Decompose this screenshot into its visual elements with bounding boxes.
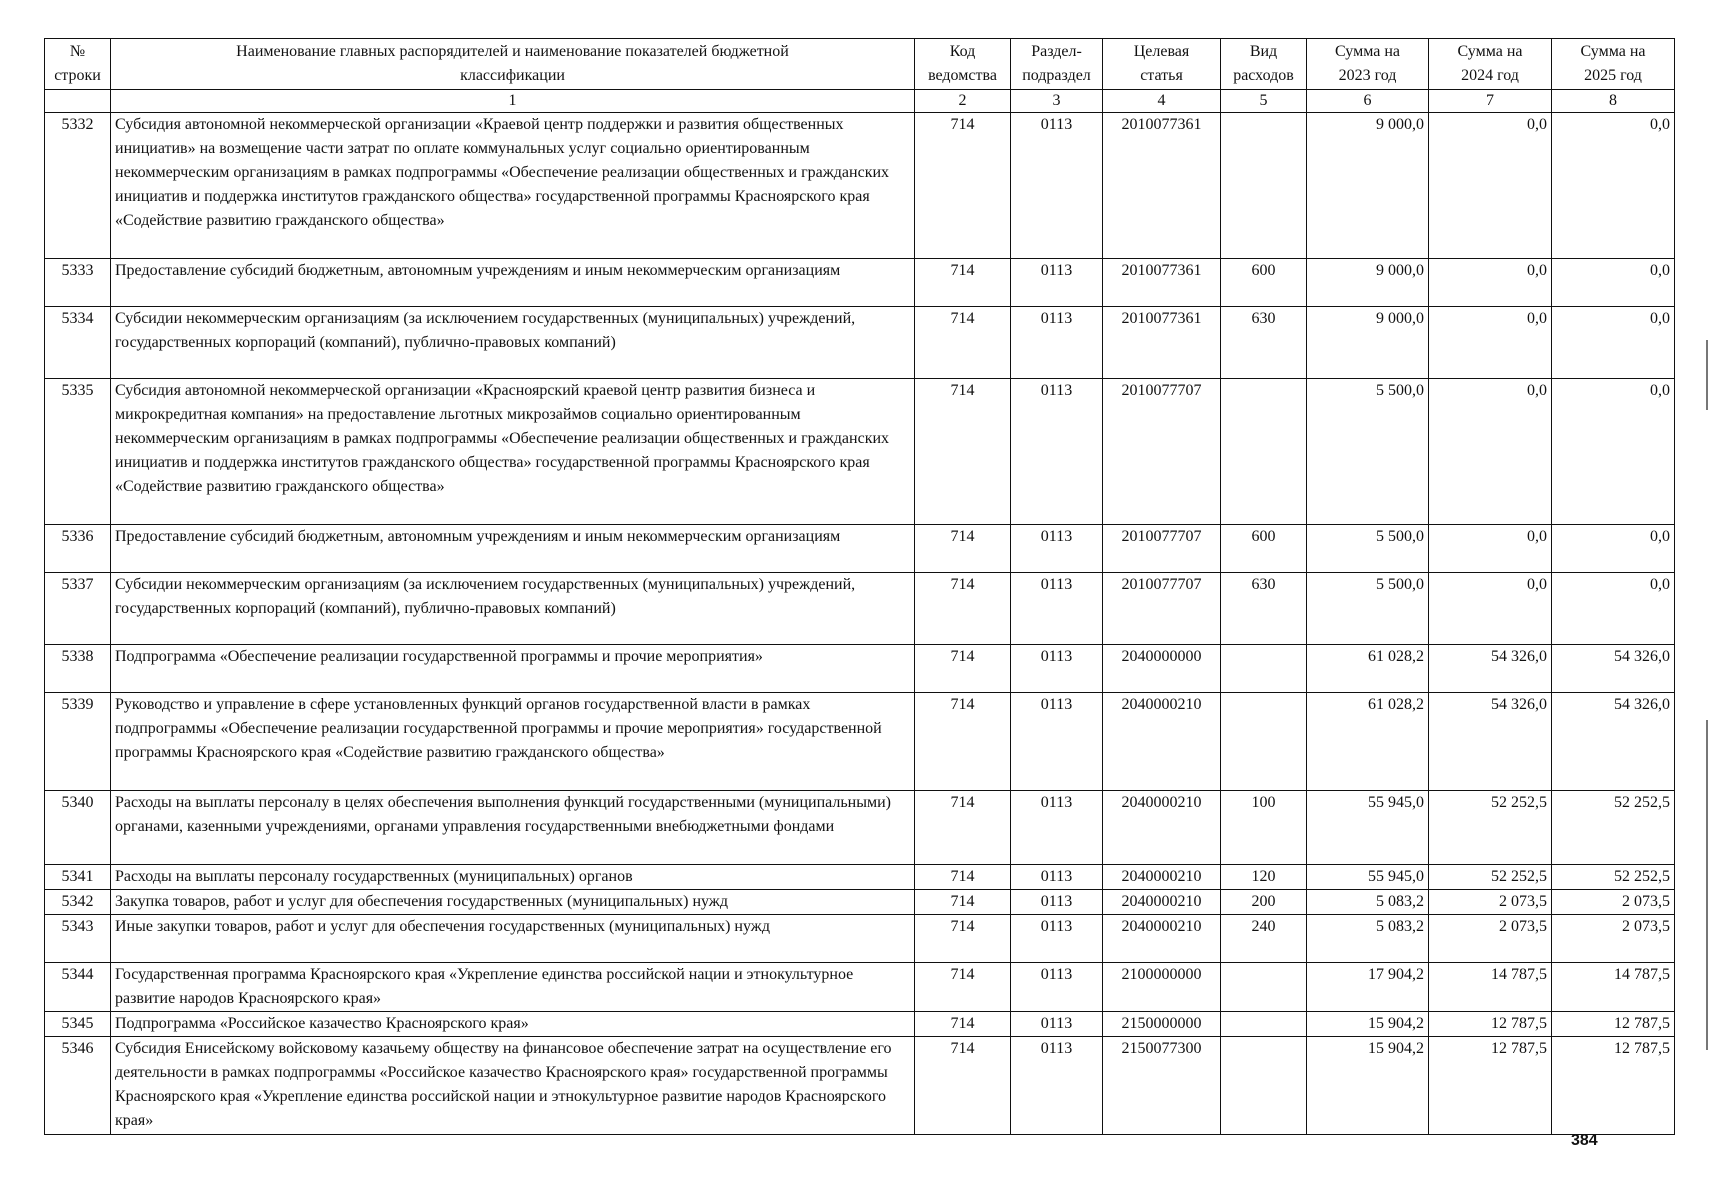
target-article: 2010077707 — [1103, 379, 1221, 525]
target-article: 2040000210 — [1103, 693, 1221, 791]
target-article: 2010077361 — [1103, 113, 1221, 259]
column-number-row — [45, 90, 1675, 113]
target-article: 2040000210 — [1103, 890, 1221, 915]
section-code: 0113 — [1011, 379, 1103, 525]
row-number: 5342 — [45, 890, 111, 915]
row-name: Иные закупки товаров, работ и услуг для обеспечения государственных (муниципальных) нужд — [111, 915, 915, 963]
row-number: 5332 — [45, 113, 111, 259]
sum-2024: 0,0 — [1429, 113, 1552, 259]
row-number: 5336 — [45, 525, 111, 573]
column-number-cell: 8 — [1552, 90, 1675, 113]
table-row — [45, 379, 1675, 525]
sum-2023: 5 500,0 — [1307, 573, 1429, 645]
table-row — [45, 1012, 1675, 1037]
sum-2024: 12 787,5 — [1429, 1037, 1552, 1135]
sum-2023: 17 904,2 — [1307, 963, 1429, 1012]
target-article: 2040000210 — [1103, 915, 1221, 963]
sum-2024: 2 073,5 — [1429, 890, 1552, 915]
expense-type: 240 — [1221, 915, 1307, 963]
table-row — [45, 693, 1675, 791]
target-article: 2150077300 — [1103, 1037, 1221, 1135]
sum-2025: 0,0 — [1552, 379, 1675, 525]
section-code: 0113 — [1011, 865, 1103, 890]
row-number: 5346 — [45, 1037, 111, 1135]
column-number-cell: 3 — [1011, 90, 1103, 113]
table-row — [45, 791, 1675, 865]
sum-2025: 12 787,5 — [1552, 1012, 1675, 1037]
sum-2023: 55 945,0 — [1307, 865, 1429, 890]
row-number: 5339 — [45, 693, 111, 791]
dept-code: 714 — [915, 865, 1011, 890]
header-cell: Сумма на 2025 год — [1552, 39, 1675, 90]
expense-type: 100 — [1221, 791, 1307, 865]
sum-2025: 0,0 — [1552, 525, 1675, 573]
sum-2025: 0,0 — [1552, 113, 1675, 259]
table-row — [45, 259, 1675, 307]
row-number: 5344 — [45, 963, 111, 1012]
sum-2023: 15 904,2 — [1307, 1037, 1429, 1135]
section-code: 0113 — [1011, 259, 1103, 307]
target-article: 2150000000 — [1103, 1012, 1221, 1037]
header-cell: № строки — [45, 39, 111, 90]
expense-type: 200 — [1221, 890, 1307, 915]
table-row — [45, 113, 1675, 259]
header-row — [45, 39, 1675, 90]
table-row — [45, 307, 1675, 379]
row-name: Субсидии некоммерческим организациям (за исключением государственных (муниципальных) учреждений, государственных корпораций (компаний), публично-правовых компаний) — [111, 573, 915, 645]
sum-2025: 0,0 — [1552, 259, 1675, 307]
sum-2023: 55 945,0 — [1307, 791, 1429, 865]
sum-2024: 54 326,0 — [1429, 645, 1552, 693]
dept-code: 714 — [915, 307, 1011, 379]
section-code: 0113 — [1011, 113, 1103, 259]
table-header — [45, 39, 1675, 113]
row-name: Предоставление субсидий бюджетным, автономным учреждениям и иным некоммерческим организациям — [111, 525, 915, 573]
column-number-cell: 7 — [1429, 90, 1552, 113]
expense-type — [1221, 113, 1307, 259]
sum-2023: 5 500,0 — [1307, 379, 1429, 525]
header-cell: Наименование главных распорядителей и наименование показателей бюджетной классификации — [111, 39, 915, 90]
sum-2025: 14 787,5 — [1552, 963, 1675, 1012]
target-article: 2010077707 — [1103, 573, 1221, 645]
expense-type: 630 — [1221, 307, 1307, 379]
row-name: Расходы на выплаты персоналу государственных (муниципальных) органов — [111, 865, 915, 890]
expense-type — [1221, 1037, 1307, 1135]
row-number: 5345 — [45, 1012, 111, 1037]
section-code: 0113 — [1011, 890, 1103, 915]
row-name: Подпрограмма «Обеспечение реализации государственной программы и прочие мероприятия» — [111, 645, 915, 693]
row-number: 5333 — [45, 259, 111, 307]
expense-type — [1221, 1012, 1307, 1037]
expense-type — [1221, 379, 1307, 525]
section-code: 0113 — [1011, 1037, 1103, 1135]
sum-2023: 9 000,0 — [1307, 259, 1429, 307]
table-row — [45, 525, 1675, 573]
column-number-cell: 2 — [915, 90, 1011, 113]
target-article: 2010077707 — [1103, 525, 1221, 573]
expense-type — [1221, 645, 1307, 693]
expense-type — [1221, 963, 1307, 1012]
row-number: 5334 — [45, 307, 111, 379]
target-article: 2100000000 — [1103, 963, 1221, 1012]
row-name: Предоставление субсидий бюджетным, автономным учреждениям и иным некоммерческим организациям — [111, 259, 915, 307]
budget-table — [44, 38, 1675, 1135]
row-name: Государственная программа Красноярского края «Укрепление единства российской нации и этнокультурное развитие народов Красноярского края» — [111, 963, 915, 1012]
target-article: 2040000000 — [1103, 645, 1221, 693]
dept-code: 714 — [915, 1037, 1011, 1135]
sum-2025: 2 073,5 — [1552, 890, 1675, 915]
dept-code: 714 — [915, 963, 1011, 1012]
page-number: 384 — [1571, 1132, 1598, 1149]
sum-2023: 61 028,2 — [1307, 645, 1429, 693]
row-number: 5340 — [45, 791, 111, 865]
table-row — [45, 1037, 1675, 1135]
header-cell: Сумма на 2023 год — [1307, 39, 1429, 90]
sum-2024: 0,0 — [1429, 573, 1552, 645]
expense-type: 120 — [1221, 865, 1307, 890]
expense-type: 600 — [1221, 525, 1307, 573]
table-row — [45, 963, 1675, 1012]
dept-code: 714 — [915, 259, 1011, 307]
table-body — [45, 113, 1675, 1135]
sum-2024: 0,0 — [1429, 379, 1552, 525]
table-row — [45, 865, 1675, 890]
sum-2023: 5 083,2 — [1307, 915, 1429, 963]
row-number: 5343 — [45, 915, 111, 963]
scan-edge-mark — [1706, 340, 1708, 410]
sum-2024: 0,0 — [1429, 307, 1552, 379]
sum-2025: 0,0 — [1552, 307, 1675, 379]
sum-2024: 14 787,5 — [1429, 963, 1552, 1012]
sum-2025: 54 326,0 — [1552, 645, 1675, 693]
row-name: Субсидии некоммерческим организациям (за исключением государственных (муниципальных) учреждений, государственных корпораций (компаний), публично-правовых компаний) — [111, 307, 915, 379]
row-name: Расходы на выплаты персоналу в целях обеспечения выполнения функций государственными (муниципальными) органами, казенными учреждениями, органами управления государственными внебюджетными фондами — [111, 791, 915, 865]
row-number: 5335 — [45, 379, 111, 525]
header-cell: Целевая статья — [1103, 39, 1221, 90]
sum-2025: 2 073,5 — [1552, 915, 1675, 963]
section-code: 0113 — [1011, 307, 1103, 379]
sum-2024: 52 252,5 — [1429, 791, 1552, 865]
expense-type: 630 — [1221, 573, 1307, 645]
sum-2025: 52 252,5 — [1552, 791, 1675, 865]
section-code: 0113 — [1011, 645, 1103, 693]
column-number-cell: 5 — [1221, 90, 1307, 113]
table-row — [45, 573, 1675, 645]
row-name: Субсидия Енисейскому войсковому казачьему обществу на финансовое обеспечение затрат на осуществление его деятельности в рамках подпрограммы «Российское казачество Красноярского края» государственной программы Красноярского края «Укрепление единства российской нации и этнокультурное развитие народов Красноярского края» — [111, 1037, 915, 1135]
sum-2023: 9 000,0 — [1307, 307, 1429, 379]
sum-2024: 0,0 — [1429, 525, 1552, 573]
expense-type — [1221, 693, 1307, 791]
sum-2024: 54 326,0 — [1429, 693, 1552, 791]
header-cell: Код ведомства — [915, 39, 1011, 90]
row-name: Подпрограмма «Российское казачество Красноярского края» — [111, 1012, 915, 1037]
sum-2024: 0,0 — [1429, 259, 1552, 307]
row-name: Субсидия автономной некоммерческой организации «Краевой центр поддержки и развития общественных инициатив» на возмещение части затрат по оплате коммунальных услуг социально ориентированным некоммерческим организациям в рамках подпрограммы «Обеспечение реализации общественных и гражданских инициатив и поддержка институтов гражданского общества» государственной программы Красноярского края «Содействие развитию гражданского общества» — [111, 113, 915, 259]
row-number: 5338 — [45, 645, 111, 693]
row-number: 5341 — [45, 865, 111, 890]
table-row — [45, 915, 1675, 963]
target-article: 2040000210 — [1103, 865, 1221, 890]
sum-2023: 9 000,0 — [1307, 113, 1429, 259]
dept-code: 714 — [915, 915, 1011, 963]
dept-code: 714 — [915, 379, 1011, 525]
sum-2023: 15 904,2 — [1307, 1012, 1429, 1037]
section-code: 0113 — [1011, 573, 1103, 645]
section-code: 0113 — [1011, 791, 1103, 865]
dept-code: 714 — [915, 113, 1011, 259]
row-number: 5337 — [45, 573, 111, 645]
dept-code: 714 — [915, 525, 1011, 573]
dept-code: 714 — [915, 791, 1011, 865]
dept-code: 714 — [915, 645, 1011, 693]
column-number-cell: 6 — [1307, 90, 1429, 113]
scan-edge-mark — [1706, 720, 1708, 1050]
expense-type: 600 — [1221, 259, 1307, 307]
target-article: 2010077361 — [1103, 259, 1221, 307]
target-article: 2040000210 — [1103, 791, 1221, 865]
sum-2025: 0,0 — [1552, 573, 1675, 645]
section-code: 0113 — [1011, 915, 1103, 963]
column-number-cell: 1 — [111, 90, 915, 113]
header-cell: Раздел-подраздел — [1011, 39, 1103, 90]
column-number-cell: 4 — [1103, 90, 1221, 113]
row-name: Субсидия автономной некоммерческой организации «Красноярский краевой центр развития бизнеса и микрокредитная компания» на предоставление льготных микрозаймов социально ориентированным некоммерческим организациям в рамках подпрограммы «Обеспечение реализации общественных и гражданских инициатив и поддержка институтов гражданского общества» государственной программы Красноярского края «Содействие развитию гражданского общества» — [111, 379, 915, 525]
header-cell: Сумма на 2024 год — [1429, 39, 1552, 90]
table-row — [45, 645, 1675, 693]
section-code: 0113 — [1011, 1012, 1103, 1037]
column-number-cell — [45, 90, 111, 113]
sum-2023: 5 083,2 — [1307, 890, 1429, 915]
dept-code: 714 — [915, 693, 1011, 791]
sum-2024: 52 252,5 — [1429, 865, 1552, 890]
sum-2025: 12 787,5 — [1552, 1037, 1675, 1135]
sum-2024: 2 073,5 — [1429, 915, 1552, 963]
row-name: Руководство и управление в сфере установленных функций органов государственной власти в рамках подпрограммы «Обеспечение реализации государственной программы и прочие мероприятия» государственной программы Красноярского края «Содействие развитию гражданского общества» — [111, 693, 915, 791]
section-code: 0113 — [1011, 525, 1103, 573]
table-row — [45, 890, 1675, 915]
dept-code: 714 — [915, 890, 1011, 915]
sum-2023: 61 028,2 — [1307, 693, 1429, 791]
sum-2024: 12 787,5 — [1429, 1012, 1552, 1037]
sum-2025: 52 252,5 — [1552, 865, 1675, 890]
dept-code: 714 — [915, 573, 1011, 645]
section-code: 0113 — [1011, 963, 1103, 1012]
sum-2023: 5 500,0 — [1307, 525, 1429, 573]
dept-code: 714 — [915, 1012, 1011, 1037]
section-code: 0113 — [1011, 693, 1103, 791]
target-article: 2010077361 — [1103, 307, 1221, 379]
row-name: Закупка товаров, работ и услуг для обеспечения государственных (муниципальных) нужд — [111, 890, 915, 915]
sum-2025: 54 326,0 — [1552, 693, 1675, 791]
header-cell: Вид расходов — [1221, 39, 1307, 90]
